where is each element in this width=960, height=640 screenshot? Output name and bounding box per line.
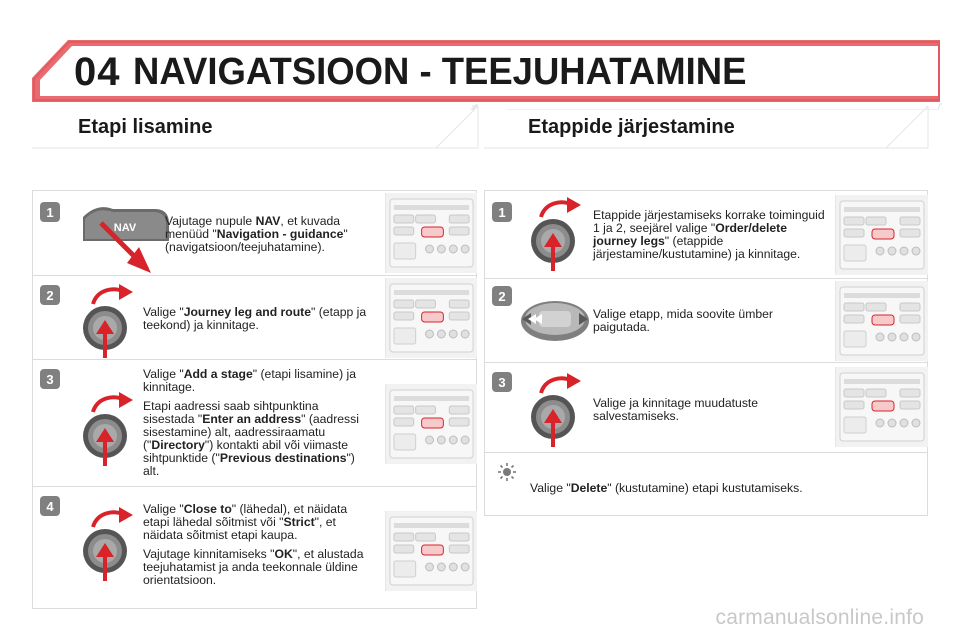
- delete-note-text: Valige "Delete" (kustutamine) etapi kustutamiseks.: [530, 481, 803, 495]
- chapter-number: 04: [74, 50, 121, 94]
- page-title: NAVIGATSIOON - TEEJUHATAMINE: [133, 51, 747, 93]
- left-step-4-row: [33, 486, 476, 610]
- radio-panel-image: [835, 367, 928, 447]
- emphasis-term: Enter an address: [202, 412, 302, 426]
- right-step-3-row: [485, 362, 927, 452]
- radio-panel-image: [385, 511, 477, 591]
- left-step-3-row: [33, 359, 476, 486]
- emphasis-term: NAV: [255, 214, 281, 228]
- rotary-knob-icon: [523, 371, 583, 449]
- badge-number: 1: [498, 205, 506, 220]
- instruction-paragraph: Vajutage nupule NAV, et kuvada menüüd "Navigation - guidance" (navigatsioon/teejuhatamine).: [165, 214, 348, 254]
- rotary-knob-icon: [75, 390, 135, 468]
- step-badge-1: [491, 201, 513, 223]
- emphasis-term: Close to: [183, 502, 232, 516]
- emphasis-term: Navigation - guidance: [216, 227, 344, 241]
- emphasis-term: Order/delete journey legs: [593, 221, 788, 248]
- right-step-1-text: [593, 209, 825, 261]
- instruction-paragraph: Valige "Add a stage" (etapi lisamine) ja kinnitage.: [143, 367, 357, 394]
- instruction-paragraph: Valige etapp, mida soovite ümber paigutada.: [593, 307, 773, 334]
- right-step-2-row: [485, 278, 927, 362]
- left-section-title: Etapi lisamine: [78, 116, 213, 138]
- radio-panel-image: [835, 195, 928, 275]
- rotary-knob-icon: [523, 195, 583, 273]
- instruction-paragraph: Vajutage kinnitamiseks "OK", et alustada teejuhatamist ja anda teekonnale üldine orientatsioon.: [143, 547, 364, 587]
- badge-number: 1: [46, 205, 54, 220]
- emphasis-term: Delete: [570, 481, 608, 495]
- left-step-3-text: [143, 368, 373, 478]
- radio-panel-image: [385, 384, 477, 464]
- directional-pad-icon: [519, 297, 591, 343]
- emphasis-term: Add a stage: [183, 367, 253, 381]
- badge-number: 2: [498, 289, 506, 304]
- rotary-knob-icon: [75, 282, 135, 360]
- nav-key-label: NAV: [113, 222, 137, 234]
- step-badge-3: [491, 371, 513, 393]
- info-light-icon: [497, 462, 517, 482]
- step-badge-2: [39, 284, 61, 306]
- left-step-4-text: [143, 503, 373, 587]
- badge-number: 3: [46, 372, 54, 387]
- instruction-paragraph: Valige "Close to" (lähedal), et näidata etapi lähedal sõitmist või "Strict", et näidata sõitmist etapi kaupa.: [143, 502, 348, 542]
- right-section-title: Etappide järjestamine: [528, 116, 735, 138]
- step-badge-1: [39, 201, 61, 223]
- right-note-row: [485, 452, 927, 517]
- emphasis-term: OK: [274, 547, 293, 561]
- watermark: carmanualsonline.info: [715, 606, 924, 629]
- instruction-paragraph: Valige ja kinnitage muudatuste salvestamiseks.: [593, 396, 759, 423]
- step-badge-2: [491, 285, 513, 307]
- emphasis-term: Strict: [283, 515, 315, 529]
- left-step-2-row: [33, 275, 476, 359]
- nav-key-icon: [73, 197, 173, 275]
- step-badge-4: [39, 495, 61, 517]
- left-steps-panel: [32, 190, 477, 609]
- step-badge-3: [39, 368, 61, 390]
- badge-number: 4: [46, 499, 54, 514]
- instruction-paragraph: Etapi aadressi saab sihtpunktina sisestada "Enter an address" (aadressi sisestamine) alt, aadressiraamatu ("Directory") kontakti abil või viimaste sihtpunktide ("Previous destinations") alt.: [143, 399, 359, 478]
- right-step-1-row: [485, 191, 927, 278]
- instruction-paragraph: Valige "Journey leg and route" (etapp ja teekond) ja kinnitage.: [143, 305, 367, 332]
- badge-number: 3: [498, 375, 506, 390]
- radio-panel-image: [835, 281, 928, 361]
- left-step-1-text: [165, 215, 360, 254]
- rotary-knob-icon: [75, 505, 135, 583]
- left-step-2-text: [143, 306, 373, 332]
- left-step-1-row: [33, 191, 476, 275]
- badge-number: 2: [46, 288, 54, 303]
- radio-panel-image: [385, 278, 477, 358]
- emphasis-term: Journey leg and route: [183, 305, 312, 319]
- right-step-3-text: [593, 397, 825, 423]
- emphasis-term: Directory: [151, 438, 205, 452]
- right-step-2-text: [593, 308, 825, 334]
- right-steps-panel: [484, 190, 928, 516]
- emphasis-term: Previous destinations: [219, 451, 347, 465]
- instruction-paragraph: Etappide järjestamiseks korrake toiminguid 1 ja 2, seejärel valige "Order/delete journey legs" (etappide järjestamine/kustutamine) ja kinnitage.: [593, 208, 825, 261]
- radio-panel-image: [385, 193, 477, 273]
